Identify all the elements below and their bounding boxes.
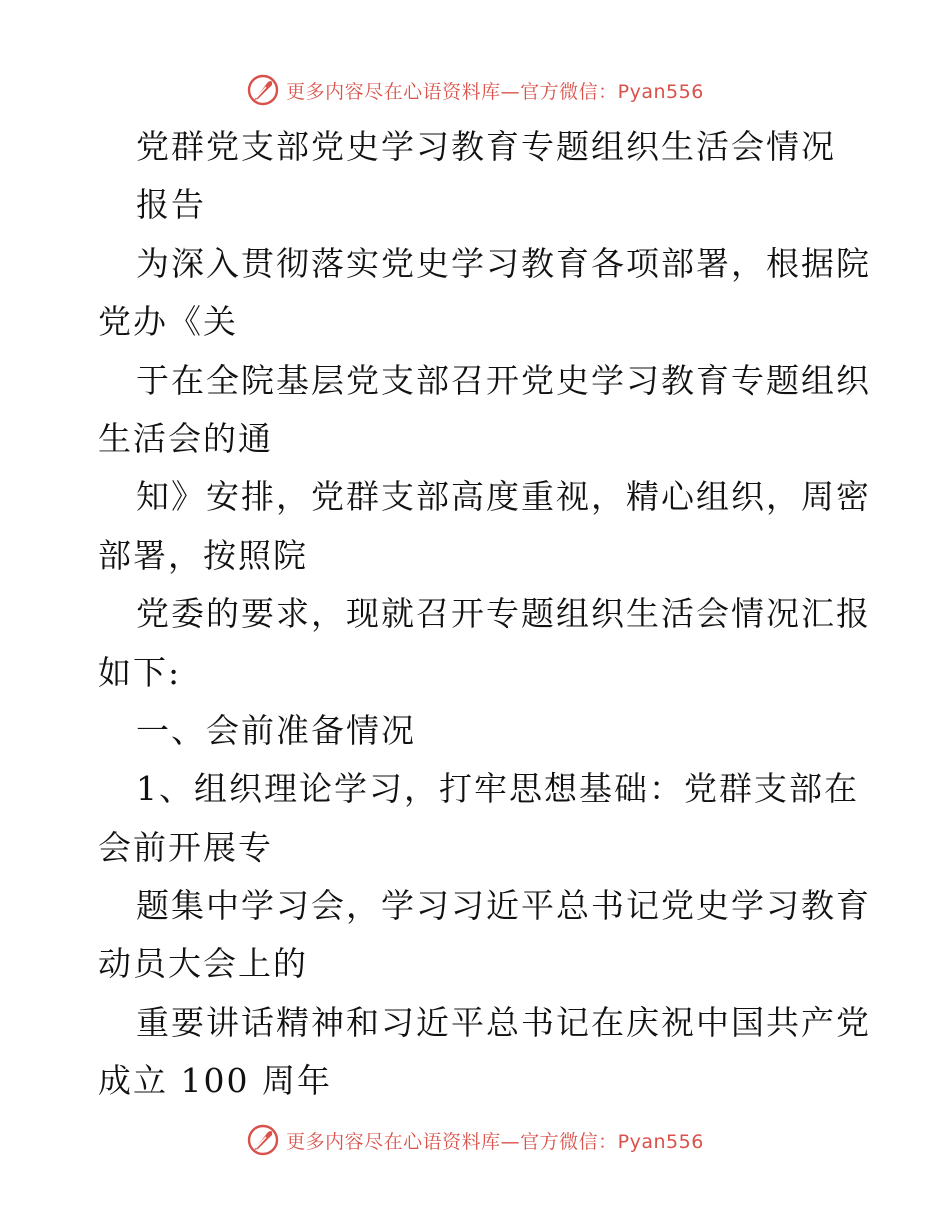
feather-pen-logo-icon — [246, 1123, 280, 1157]
doc-paragraph-line: 部署，按照院 — [98, 535, 308, 575]
doc-paragraph-line: 党办《关 — [98, 302, 238, 342]
doc-paragraph-line: 知》安排，党群支部高度重视，精心组织，周密 — [136, 477, 871, 517]
doc-title-line-2: 报告 — [136, 185, 206, 225]
doc-paragraph-line: 为深入贯彻落实党史学习教育各项部署，根据院 — [136, 243, 871, 283]
doc-paragraph-line: 题集中学习会，学习习近平总书记党史学习教育 — [136, 886, 871, 926]
header-banner — [0, 70, 950, 110]
footer-banner-text[interactable]: 更多内容尽在心语资料库—官方微信：Pyan556 — [286, 1130, 704, 1153]
doc-paragraph-line: 如下: — [98, 652, 182, 692]
doc-paragraph-line: 1、组织理论学习，打牢思想基础：党群支部在 — [136, 769, 859, 809]
doc-paragraph-line: 党委的要求，现就召开专题组织生活会情况汇报 — [136, 594, 871, 634]
section-heading: 一、会前准备情况 — [136, 710, 416, 750]
feather-pen-logo-icon — [246, 73, 280, 107]
doc-paragraph-line: 成立 100 周年 — [98, 1061, 332, 1101]
doc-title-line-1: 党群党支部党史学习教育专题组织生活会情况 — [136, 127, 836, 166]
doc-paragraph-line: 重要讲话精神和习近平总书记在庆祝中国共产党 — [136, 1002, 871, 1042]
doc-paragraph-line: 动员大会上的 — [98, 944, 308, 984]
doc-paragraph-line: 会前开展专 — [98, 827, 273, 867]
doc-paragraph-line: 生活会的通 — [98, 418, 273, 458]
document-body — [98, 118, 871, 1111]
footer-banner — [0, 1120, 950, 1160]
header-banner-text[interactable]: 更多内容尽在心语资料库—官方微信：Pyan556 — [286, 80, 704, 103]
doc-paragraph-line: 于在全院基层党支部召开党史学习教育专题组织 — [136, 360, 871, 400]
